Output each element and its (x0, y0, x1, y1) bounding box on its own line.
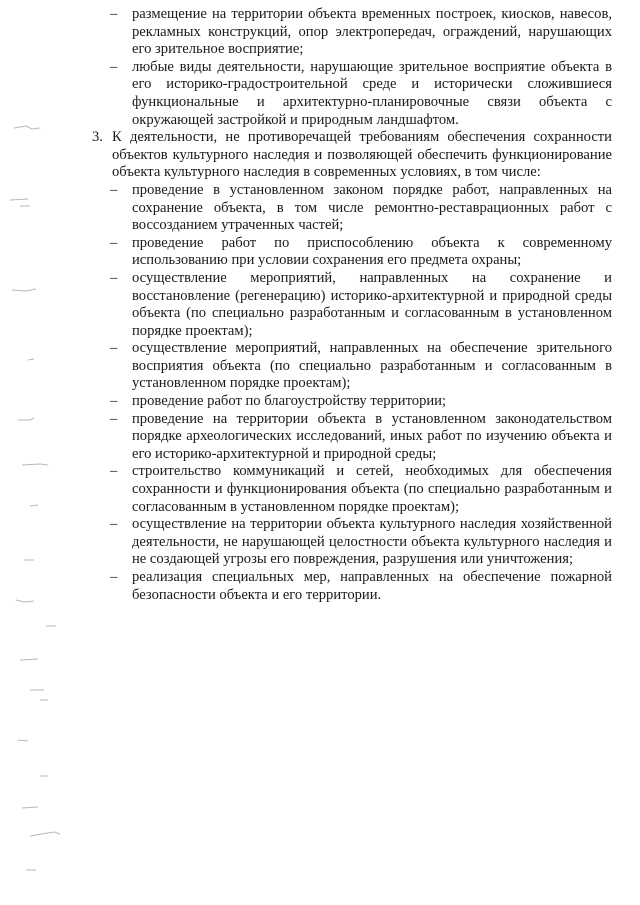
list-item-text: проведение в установленном законом порядке работ, направленных на сохранение объекта, в том числе ремонтно-реставрационных работ с воссозданием утраченных частей; (132, 181, 612, 234)
list-item-text: размещение на территории объекта временных построек, киосков, навесов, рекламных конструкций, опор электропередач, ограждений, нарушающих его зрительное восприятие; (132, 6, 612, 58)
dash-marker: – (110, 463, 118, 480)
list-item (86, 393, 612, 411)
paragraph-number: 3. (92, 129, 103, 146)
list-item-text: проведение работ по благоустройству территории; (132, 393, 447, 410)
list-item (86, 182, 612, 235)
numbered-paragraph (86, 129, 612, 182)
list-item-text: любые виды деятельности, нарушающие зрительное восприятие объекта в его историко-градостроительной среде и исторически сложившиеся функциональные и архитектурно-планировочные связи объекта с окружающей застройкой и природным ландшафтом. (132, 58, 612, 128)
dash-marker: – (110, 6, 118, 22)
list-item-text: осуществление мероприятий, направленных на обеспечение зрительного восприятия объекта (по специально разработанным и согласованным в установленном порядке проектам); (132, 340, 612, 392)
dash-marker: – (110, 58, 118, 75)
dash-marker: – (110, 516, 118, 533)
list-item-text: проведение работ по приспособлению объекта к современному использованию при условии сохранения его предмета охраны; (132, 234, 612, 269)
list-item (86, 235, 612, 270)
list-item-text: строительство коммуникаций и сетей, необходимых для обеспечения сохранности и функционирования объекта (по специально разработанным и согласованным в установленном порядке проектам); (132, 463, 612, 515)
dash-marker: – (110, 410, 118, 427)
list-item (86, 270, 612, 340)
list-item-text: проведение на территории объекта в установленном законодательством порядке археологических исследований, иных работ по изучению объекта и его историко-архитектурной и природной среды; (132, 410, 612, 462)
dash-marker: – (110, 181, 118, 198)
list-item (86, 569, 612, 604)
document-body (86, 6, 612, 604)
list-item-text: осуществление мероприятий, направленных на сохранение и восстановление (регенерацию) историко-архитектурной и природной среды объекта (по специально разработанным и согласованным в установленном порядке проектам); (132, 269, 612, 339)
list-item-text: осуществление на территории объекта культурного наследия хозяйственной деятельности, не нарушающей целостности объекта культурного наследия и не создающей угрозы его повреждения, разрушения или уничтожения; (132, 516, 612, 568)
scan-margin-artifacts (0, 0, 90, 905)
dash-marker: – (110, 269, 118, 286)
list-item-text: реализация специальных мер, направленных на обеспечение пожарной безопасности объекта и его территории. (132, 569, 612, 603)
list-item (86, 516, 612, 569)
list-item (86, 411, 612, 464)
dash-marker: – (110, 393, 118, 410)
paragraph-text: К деятельности, не противоречащей требованиям обеспечения сохранности объектов культурного наследия и позволяющей обеспечить функционирование объекта культурного наследия в современных условиях, в том числе: (112, 129, 612, 181)
list-item (86, 463, 612, 516)
list-item (86, 340, 612, 393)
list-item (86, 59, 612, 129)
dash-marker: – (110, 234, 118, 251)
list-item (86, 6, 612, 59)
dash-marker: – (110, 569, 118, 585)
dash-marker: – (110, 340, 118, 357)
